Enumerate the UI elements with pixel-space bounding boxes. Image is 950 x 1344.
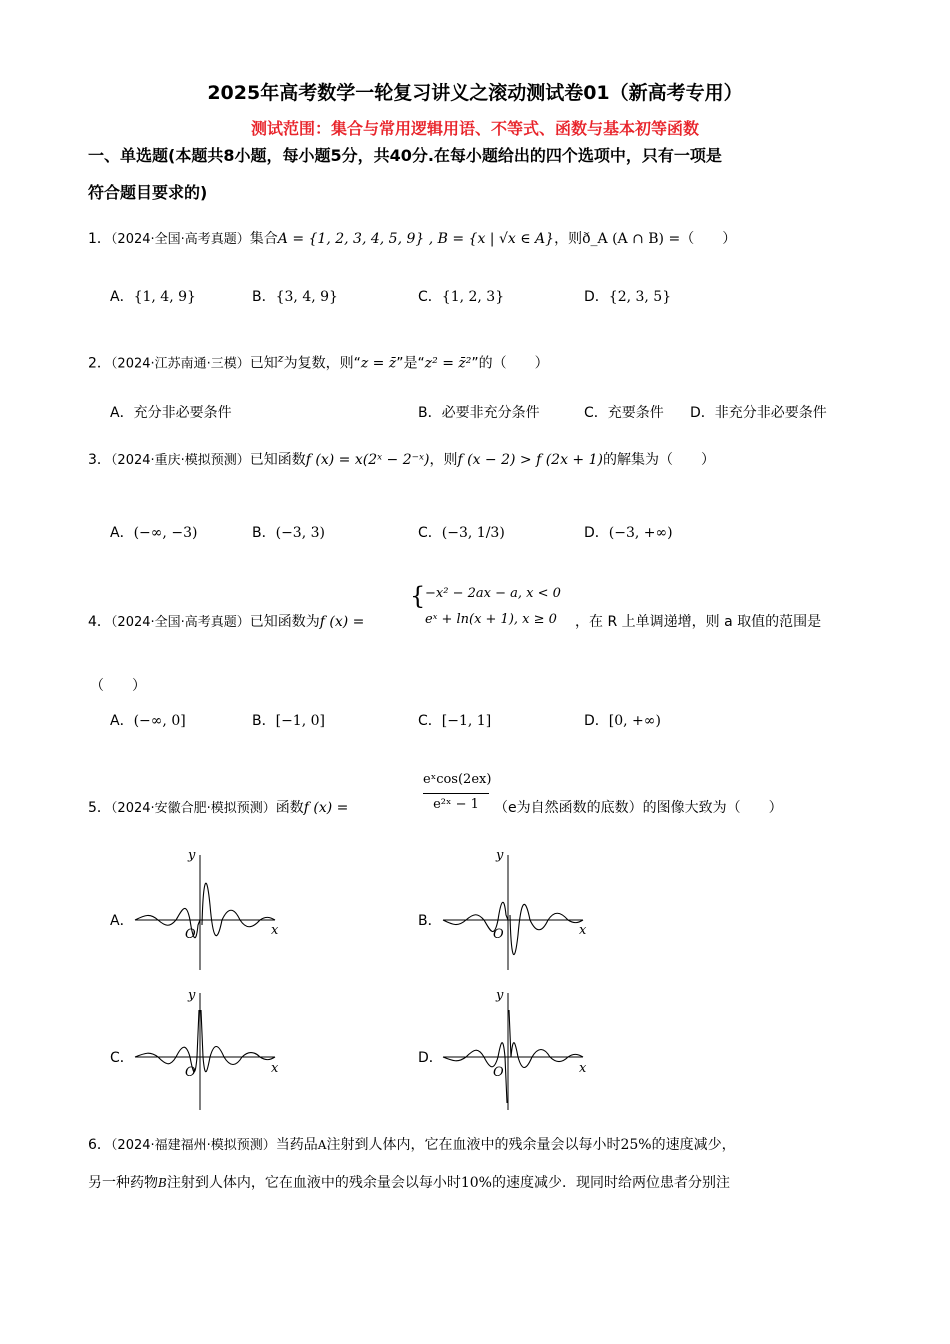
question-number: 3． (88, 452, 111, 468)
graph-c[interactable] (130, 985, 290, 1115)
question-6: 6．（2024·福建福州·模拟预测）当药品A注射到人体内，它在血液中的残余量会以每小时25%的速度减少， (88, 1137, 736, 1153)
question-number: 6． (88, 1137, 111, 1153)
option-c-label[interactable]: C． (110, 1050, 134, 1066)
origin-label: O (493, 927, 504, 942)
option-d[interactable]: D．(−3, +∞) (584, 525, 673, 541)
question-5: 5．（2024·安徽合肥·模拟预测）函数f (x) = (88, 800, 349, 816)
question-number: 1． (88, 231, 111, 247)
question-math: ð_A (A ∩ B) = (582, 231, 681, 247)
axis-x-label: x (271, 923, 279, 938)
option-d[interactable]: D．非充分非必要条件 (690, 405, 827, 421)
axis-y-label: y (188, 988, 196, 1003)
axis-x-label: x (271, 1061, 279, 1076)
origin-label: O (493, 1065, 504, 1080)
question-math: f (x) = x(2ˣ − 2⁻ˣ) (305, 452, 430, 468)
fraction-numerator: eˣcos(2ex) (423, 772, 492, 787)
answer-paren: （ ） (680, 231, 737, 247)
question-number: 4． (88, 614, 111, 630)
option-a-label[interactable]: A． (110, 913, 134, 929)
option-c[interactable]: C．{1, 2, 3} (418, 289, 505, 305)
question-4: 4．（2024·全国·高考真题）已知函数为f (x) = (88, 614, 365, 630)
question-math: z = z̄ (360, 355, 397, 372)
question-source: （2024·全国·高考真题） (110, 232, 250, 247)
question-number: 5． (88, 800, 111, 816)
brace-icon: { (410, 582, 426, 610)
test-scope: 测试范围：集合与常用逻辑用语、不等式、函数与基本初等函数 (250, 119, 699, 138)
option-d-label[interactable]: D． (418, 1050, 443, 1066)
question-text: （e为自然函数的底数）的图像大致为（ ） (494, 800, 783, 816)
curve (443, 902, 583, 954)
option-a[interactable]: A．{1, 4, 9} (110, 289, 196, 305)
question-source: （2024·全国·高考真题） (110, 615, 250, 630)
origin-label: O (185, 1065, 196, 1080)
piecewise-case-2: eˣ + ln(x + 1), x ≥ 0 (425, 612, 557, 627)
question-math: z² = z̄² (424, 355, 472, 372)
page-title: 2025年高考数学一轮复习讲义之滚动测试卷01（新高考专用） (207, 82, 743, 104)
curve (135, 883, 275, 938)
option-c[interactable]: C．充要条件 (584, 405, 664, 421)
question-2: 2．（2024·江苏南通·三模）已知$^z$为复数，则“z = z̄”是“z² = z̄²”的（ ） (88, 352, 549, 372)
axis-y-label: y (496, 988, 504, 1003)
option-d[interactable]: D．[0, +∞) (584, 713, 661, 729)
option-c[interactable]: C．(−3, 1/3) (418, 525, 505, 541)
option-b[interactable]: B．{3, 4, 9} (252, 289, 338, 305)
section-heading-cont: 符合题目要求的) (88, 183, 208, 202)
option-d[interactable]: D．{2, 3, 5} (584, 289, 672, 305)
option-a[interactable]: A．(−∞, 0] (110, 713, 186, 729)
axis-x-label: x (579, 1061, 587, 1076)
piecewise-case-1: −x² − 2ax − a, x < 0 (425, 586, 561, 601)
graph-d[interactable] (438, 985, 598, 1115)
answer-paren: （ ） (90, 678, 146, 694)
option-a[interactable]: A．(−∞, −3) (110, 525, 198, 541)
question-source: （2024·福建福州·模拟预测） (110, 1138, 276, 1153)
option-b-label[interactable]: B． (418, 913, 442, 929)
graph-a[interactable] (130, 845, 290, 975)
option-b[interactable]: B．[−1, 0] (252, 713, 325, 729)
fraction-bar (423, 793, 489, 794)
question-math: A = {1, 2, 3, 4, 5, 9} , B = {x | √x ∈ A} (277, 231, 555, 247)
curve (135, 1010, 275, 1072)
question-6-cont: 另一种药物B注射到人体内，它在血液中的残余量会以每小时10%的速度减少．现同时给两位患者分别注 (88, 1175, 730, 1191)
question-1 (88, 228, 736, 248)
option-b[interactable]: B．必要非充分条件 (418, 405, 540, 421)
question-source: （2024·安徽合肥·模拟预测） (110, 801, 276, 816)
axis-y-label: y (188, 848, 196, 863)
axis-y-label: y (496, 848, 504, 863)
question-text: ，在 R 上单调递增，则 a 取值的范围是 (575, 614, 822, 630)
origin-label: O (185, 927, 196, 942)
section-heading: 一、单选题(本题共8小题，每小题5分，共40分.在每小题给出的四个选项中，只有一项是 (88, 146, 722, 165)
option-b[interactable]: B．(−3, 3) (252, 525, 325, 541)
question-source: （2024·重庆·模拟预测） (110, 453, 250, 468)
question-math: f (x − 2) > f (2x + 1) (457, 452, 603, 468)
question-3: 3．（2024·重庆·模拟预测）已知函数f (x) = x(2ˣ − 2⁻ˣ)，则f (x − 2) > f (2x + 1)的解集为（ ） (88, 452, 715, 468)
question-text: ，则 (554, 231, 583, 247)
question-text: 集合 (249, 231, 278, 247)
axis-x-label: x (579, 923, 587, 938)
graph-b[interactable] (438, 845, 598, 975)
question-source: （2024·江苏南通·三模） (110, 356, 250, 372)
question-number: 2． (88, 355, 111, 372)
option-c[interactable]: C．[−1, 1] (418, 713, 492, 729)
option-a[interactable]: A．充分非必要条件 (110, 405, 232, 421)
fraction-denominator: e²ˣ − 1 (433, 797, 479, 812)
